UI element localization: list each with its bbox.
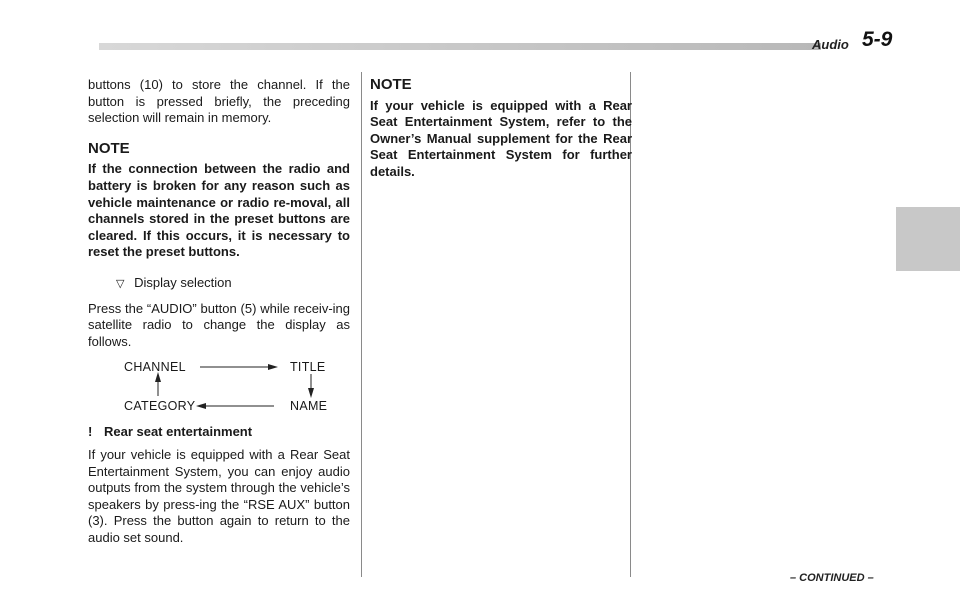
display-selection-label: Display selection: [134, 274, 232, 290]
arrowhead-down: [308, 388, 314, 398]
chapter-tab: [896, 207, 960, 271]
exclamation-icon: !: [88, 424, 93, 440]
note-body: If the connection between the radio and battery is broken for any reason such as vehicle maintenance or radio re-moval, all channels stored in the preset buttons are cleared. If this occurs, it is necessary to reset the preset buttons.: [88, 161, 350, 260]
display-cycle-diagram: [88, 358, 350, 414]
paragraph-display-selection: Press the “AUDIO” button (5) while receiv-ing satellite radio to change the display as follows.: [88, 300, 350, 349]
section-label: Audio: [812, 37, 849, 52]
arrowhead-left: [196, 403, 206, 409]
diagram-name: NAME: [290, 399, 328, 414]
note-body-2: If your vehicle is equipped with a Rear Seat Entertainment System, refer to the Owner’s Manual supplement for the Rear Seat Entertainment System for further details.: [370, 97, 632, 179]
column-2: [370, 77, 632, 181]
paragraph-rse: If your vehicle is equipped with a Rear Seat Entertainment System, you can enjoy audio outputs from the system through the vehicle’s speakers by press-ing the “RSE AUX” button (3). Press the button again to return to the audio set sound.: [88, 446, 350, 545]
page-number: 5-9: [862, 28, 893, 51]
rse-heading: [88, 424, 350, 441]
triangle-icon: ▽: [116, 277, 125, 290]
note-heading: NOTE: [88, 139, 130, 157]
diagram-category: CATEGORY: [124, 399, 196, 414]
arrowhead-right: [268, 364, 278, 370]
rse-heading-label: Rear seat entertainment: [103, 424, 253, 440]
column-1: [88, 77, 350, 546]
diagram-title: TITLE: [290, 360, 326, 375]
note-heading-2: NOTE: [370, 76, 412, 93]
paragraph-store-channel: buttons (10) to store the channel. If the button is pressed briefly, the preceding selection will remain in memory.: [88, 77, 350, 126]
display-selection-heading: [116, 275, 350, 293]
continued-label: – CONTINUED –: [790, 572, 874, 584]
diagram-channel: CHANNEL: [124, 360, 186, 375]
column-divider-1: [361, 72, 362, 577]
header-bar: [99, 43, 821, 50]
